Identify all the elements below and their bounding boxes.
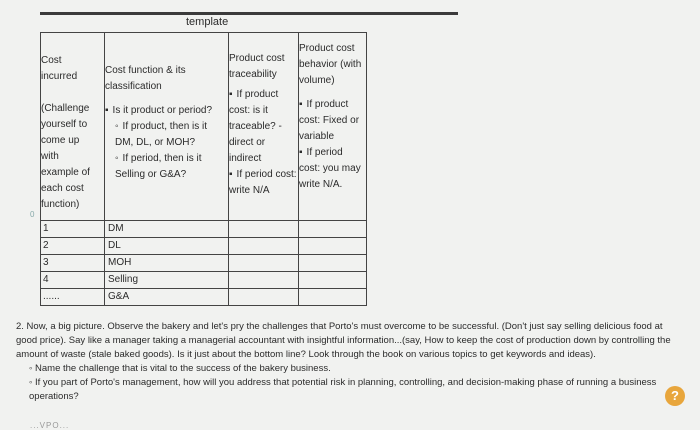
row-traceability-cell[interactable] bbox=[229, 289, 299, 306]
col1-line: with bbox=[41, 151, 59, 162]
row-number: 1 bbox=[41, 221, 105, 238]
row-label: MOH bbox=[105, 255, 229, 272]
col1-line: each cost bbox=[41, 183, 84, 194]
header-cost-function bbox=[105, 33, 229, 221]
header-col2-title bbox=[105, 63, 228, 95]
row-behavior-cell[interactable] bbox=[299, 238, 367, 255]
header-col1-text bbox=[41, 53, 104, 213]
col3-title-line: traceability bbox=[229, 69, 277, 80]
top-rule bbox=[40, 12, 458, 15]
col1-line: (Challenge bbox=[41, 103, 90, 114]
col4-title-line: behavior (with bbox=[299, 59, 362, 70]
header-col4-title bbox=[299, 41, 366, 89]
row-behavior-cell[interactable] bbox=[299, 221, 367, 238]
sub-bullet-item: ◦ If product, then is it DM, DL, or MOH? bbox=[105, 119, 228, 151]
row-label: DL bbox=[105, 238, 229, 255]
row-traceability-cell[interactable] bbox=[229, 272, 299, 289]
row-traceability-cell[interactable] bbox=[229, 221, 299, 238]
header-behavior bbox=[299, 33, 367, 221]
table-row bbox=[41, 255, 367, 272]
col1-line: function) bbox=[41, 199, 80, 210]
bullet-item: ▪ Is it product or period? bbox=[105, 103, 228, 119]
header-col4-list bbox=[299, 97, 366, 193]
row-label: G&A bbox=[105, 289, 229, 306]
header-traceability bbox=[229, 33, 299, 221]
col1-line: incurred bbox=[41, 71, 78, 82]
footer-cutoff-text: ...VPO... bbox=[30, 421, 70, 430]
header-col2-list bbox=[105, 103, 228, 183]
header-col3-list bbox=[229, 87, 298, 199]
col1-line: example of bbox=[41, 167, 90, 178]
col1-line: yourself to bbox=[41, 119, 88, 130]
bullet-item: ▪ If period cost: write N/A bbox=[229, 167, 298, 199]
table-row bbox=[41, 238, 367, 255]
row-number: 2 bbox=[41, 238, 105, 255]
row-number: ...... bbox=[41, 289, 105, 306]
table-header-row bbox=[41, 33, 367, 221]
table-row bbox=[41, 289, 367, 306]
col1-line: Cost bbox=[41, 55, 62, 66]
row-traceability-cell[interactable] bbox=[229, 255, 299, 272]
col2-title-line: classification bbox=[105, 81, 162, 92]
question-2 bbox=[16, 320, 681, 404]
row-label: Selling bbox=[105, 272, 229, 289]
sub-bullet-item: ◦ If period, then is it Selling or G&A? bbox=[105, 151, 228, 183]
question-sub-1-text: Name the challenge that is vital to the success of the bakery business. bbox=[35, 363, 331, 374]
bullet-item: ▪ If period cost: you may write N/A. bbox=[299, 145, 366, 193]
col4-title-line: volume) bbox=[299, 75, 335, 86]
question-sub-1: ◦ Name the challenge that is vital to the success of the bakery business. bbox=[29, 363, 331, 374]
bullet-item: ▪ If product cost: Fixed or variable bbox=[299, 97, 366, 145]
row-number: 3 bbox=[41, 255, 105, 272]
question-sub-2-text: If you part of Porto's management, how will you address that potential risk in planning, controlling, and decision-making phase of running a business operations? bbox=[29, 377, 657, 402]
table-row bbox=[41, 221, 367, 238]
template-label: template bbox=[186, 16, 229, 28]
col1-line: come up bbox=[41, 135, 80, 146]
row-behavior-cell[interactable] bbox=[299, 272, 367, 289]
bullet-item: ▪ If product cost: is it traceable? - direct or indirect bbox=[229, 87, 298, 167]
row-traceability-cell[interactable] bbox=[229, 238, 299, 255]
table-row bbox=[41, 272, 367, 289]
row-number: 4 bbox=[41, 272, 105, 289]
help-button[interactable]: ? bbox=[665, 386, 685, 406]
row-behavior-cell[interactable] bbox=[299, 255, 367, 272]
col1-line bbox=[41, 85, 104, 101]
cost-classification-table bbox=[40, 32, 367, 306]
header-col3-title bbox=[229, 51, 298, 83]
row-behavior-cell[interactable] bbox=[299, 289, 367, 306]
left-margin-marker: 0 bbox=[30, 210, 35, 219]
col3-title-line: Product cost bbox=[229, 53, 285, 64]
row-label: DM bbox=[105, 221, 229, 238]
header-cost-incurred bbox=[41, 33, 105, 221]
col2-title-line: Cost function & its bbox=[105, 65, 186, 76]
col4-title-line: Product cost bbox=[299, 43, 355, 54]
question-main-text: 2. Now, a big picture. Observe the bakery and let's pry the challenges that Porto's must overcome to be successful. (Don't just say selling delicious food at good price). Say like a manager taking a managerial accountant with insightful information...(say, How to keep the cost of production down by controlling the amount of waste (stale baked goods). Is it just about the bottom line? Look through the book on various topics to get keywords and ideas). bbox=[16, 321, 671, 360]
question-sub-2: ◦ If you part of Porto's management, how will you address that potential risk in planning, controlling, and decision-making phase of running a business operations? bbox=[29, 377, 657, 402]
